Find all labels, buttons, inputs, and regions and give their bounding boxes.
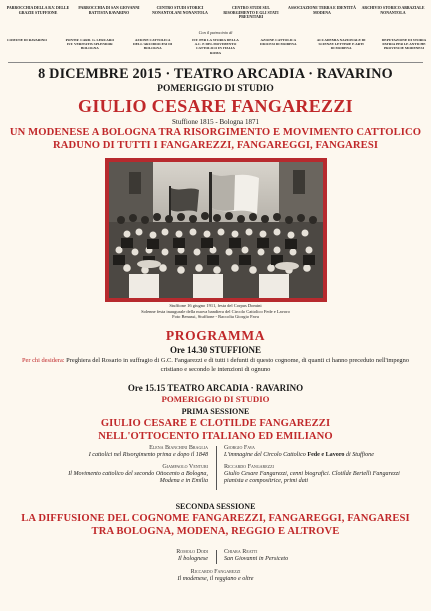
organizer: PARROCCHIA DI SAN GIOVANNI BATTISTA RAVARINO (78, 6, 140, 15)
organizer: CENTRO STUDI STORICI NONANTOLANI NONANTOLA (152, 6, 208, 15)
photo-caption (0, 303, 431, 320)
programma-heading: PROGRAMMA (165, 328, 266, 343)
patron: ACCADEMIA NAZIONALE DI SCIENZE LETTERE E ARTI DI MODENA (316, 38, 366, 51)
event-title: GIULIO CESARE FANGAREZZI (78, 96, 353, 116)
description-lead: Per chi desidera: (21, 357, 65, 364)
talk (224, 549, 374, 563)
organizer: CENTRO STUDI SUL RISORGIMENTO E GLI STATI PREUNITARI (223, 6, 279, 20)
talk-title: I cattolici nel Risorgimento prima e dopo il 1848 (88, 452, 208, 459)
speaker-name: Riccardo Fangarezzi (224, 464, 274, 470)
patron: AZIONE CATTOLICA DIOCESI DI MODENA (260, 38, 297, 47)
caption-line: Stuffione 16 giugno 1911, festa del Corpus Domini (169, 303, 262, 308)
talk (120, 549, 208, 563)
subtitle-2: RADUNO DI TUTTI I FANGAREZZI, FANGAREGGI, FANGARESI (52, 140, 379, 151)
organizer: ASSOCIAZIONE TERRA E IDENTITÀ MODENA (288, 6, 356, 15)
speaker-name: Chiara Reatti (224, 549, 258, 555)
talk-title: San Giovanni in Persiceto (224, 556, 289, 563)
talk-title (224, 452, 414, 459)
talk-title: Giulio Cesare Fangarezzi, cenni biografici. Clotilde Bertelli Fangarezzi pianista e compositrice, primi dati (224, 471, 400, 485)
talk-title: Il modenese, il reggiano e oltre (177, 576, 254, 583)
time-teatro: Ore 15.15 TEATRO ARCADIA · RAVARINO (127, 383, 304, 393)
patron: COMUNE DI RAVARINO (7, 38, 47, 42)
speaker-name: Giampaolo Venturi (162, 464, 208, 470)
speaker-name: Romolo Dodi (176, 549, 208, 555)
historical-photo-frame (105, 158, 327, 302)
speaker-name: Elena Bianchini Braglia (149, 445, 208, 451)
speaker-name: Giorgio Fava (224, 445, 255, 451)
talks-divider (216, 446, 217, 490)
organizer: ARCHIVIO STORICO ABBAZIALE NONANTOLA (361, 6, 425, 15)
talk-title: Il bolognese (178, 556, 208, 563)
event-dateline: 8 DICEMBRE 2015 · TEATRO ARCADIA · RAVARINO (38, 66, 393, 82)
session-2-title: LA DIFFUSIONE DEL COGNOME FANGAREZZI, FANGAREGGI, FANGARESI (21, 513, 410, 524)
session-1-label: PRIMA SESSIONE (181, 407, 250, 416)
talk-title-part: L'immagine del Circolo Cattolico (224, 452, 308, 459)
study-afternoon-label: POMERIGGIO DI STUDIO (161, 394, 270, 404)
organizer: PARROCCHIA DELLA B.V. DELLE GRAZIE STUFFIONE (6, 6, 70, 15)
talk-title-part: di Stuffione (344, 452, 374, 459)
rosary-description (20, 357, 411, 374)
talks-divider (216, 550, 217, 564)
caption-line: Foto Benassi, Stuffione - Raccolta Giorgio Fava (172, 314, 259, 320)
life-dates: Stuffione 1815 - Bologna 1871 (172, 118, 259, 126)
organizers-row (4, 6, 427, 20)
talk (64, 464, 208, 486)
description-text: Preghiera del Rosario in suffragio di G.C. Fangarezzi e di tutti i defunti di questo cognome, di quanti ci hanno preceduto nell'impegno cristiano e secondo le intenzioni di ognuno (66, 357, 410, 373)
subtitle-1: UN MODENESE A BOLOGNA TRA RISORGIMENTO E MOVIMENTO CATTOLICO (9, 127, 422, 138)
session-1-title: GIULIO CESARE E CLOTILDE FANGAREZZI (100, 418, 331, 429)
caption-line: Solenne festa inaugurale della nuova bandiera del Circolo Cattolico Fede e Lavoro (141, 308, 290, 314)
talk (224, 445, 414, 459)
historical-group-photo (109, 162, 323, 298)
patron: PONTIF. CARD. G. LERCARO IST. VERITATIS SPLENDOR BOLOGNA (65, 38, 115, 51)
speaker-name: Riccardo Fangarezzi (190, 569, 241, 575)
patrons-row (2, 38, 429, 55)
patron: IST. PER LA STORIA DELLA A.C. E DEL MOVIMENTO CATTOLICO IN ITALIA ROMA (192, 38, 239, 55)
time-stuffione: Ore 14.30 STUFFIONE (169, 345, 262, 355)
session-1-subtitle: NELL'OTTOCENTO ITALIANO ED EMILIANO (98, 431, 333, 442)
talk (224, 464, 414, 486)
patron: AZIONE CATTOLICA DELL'ARCIDIOCESI DI BOLOGNA (133, 38, 173, 51)
talk (82, 445, 208, 459)
event-subhead: POMERIGGIO DI STUDIO (157, 84, 274, 94)
session-2-label: SECONDA SESSIONE (175, 502, 256, 511)
session-2-subtitle: TRA BOLOGNA, MODENA, REGGIO E ALTROVE (91, 526, 340, 537)
patron: DEPUTAZIONE DI STORIA PATRIA PER LE ANTICHE PROVINCIE MODENESI (381, 38, 427, 51)
talk-title-emphasis: Fede e Lavoro (307, 452, 345, 459)
talk (115, 569, 316, 583)
patronage-label: Con il patrocinio di (198, 30, 233, 35)
talk-title: Il Movimento cattolico del secondo Ottocento a Bologna, Modena e in Emilia (68, 471, 208, 485)
divider-line (8, 62, 423, 63)
